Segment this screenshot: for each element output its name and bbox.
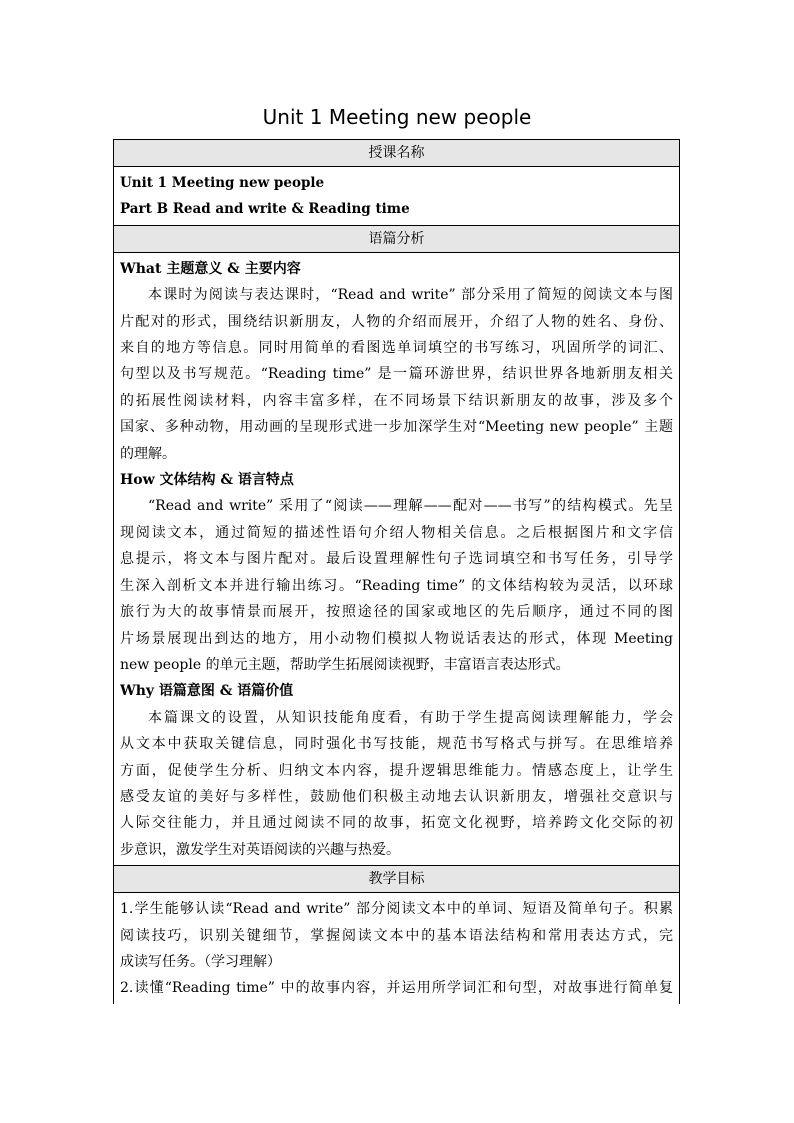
why-line: 人际交往能力，并且通过阅读不同的故事，拓宽文化视野，培养跨文化交际的初 [120, 815, 673, 832]
objective-line: 成读写任务。（学习理解） [120, 953, 281, 970]
how-line: new people 的单元主题，帮助学生拓展阅读视野，丰富语言表达形式。 [120, 656, 570, 673]
what-line: 来自的地方等信息。同时用简单的看图选单词填空的书写练习，巩固所学的词汇、 [120, 340, 673, 357]
what-line: 本课时为阅读与表达课时，“Read and write” 部分采用了简短的阅读文本与图 [148, 287, 673, 304]
what-line: 句型以及书写规范。“Reading time” 是一篇环游世界，结识世界各地新朋友相关 [120, 366, 673, 383]
why-line: 步意识，激发学生对英语阅读的兴趣与热爱。 [120, 841, 400, 858]
objective-line: 1.学生能够认读“Read and write” 部分阅读文本中的单词、短语及简单句子。积累 [120, 901, 673, 918]
objectives-cell [114, 893, 679, 1004]
why-line: 感受友谊的美好与多样性，鼓励他们积极主动地去认识新朋友，增强社交意识与 [120, 788, 673, 805]
how-line: 片场景展现出到达的地方，用小动物们模拟人物说话表达的形式，体现 Meeting [120, 630, 673, 647]
what-line: 国家、多种动物，用动画的呈现形式进一步加深学生对“Meeting new people” 主题 [120, 419, 673, 436]
objective-line: 阅读技巧，识别关键细节，掌握阅读文本中的基本语法结构和常用表达方式，完 [120, 927, 673, 944]
course-name-cell [114, 167, 679, 226]
how-heading: How 文体结构 & 语言特点 [120, 472, 294, 489]
objectives-header: 教学目标 [114, 866, 679, 893]
what-line: 的拓展性阅读材料，内容丰富多样，在不同场景下结识新朋友的故事，涉及多个 [120, 392, 673, 409]
text-analysis-header: 语篇分析 [114, 226, 679, 253]
what-heading: What 主题意义 & 主要内容 [120, 260, 301, 277]
how-line: 旅行为大的故事情景而展开，按照途径的国家或地区的先后顺序，通过不同的图 [120, 604, 673, 621]
what-line: 片配对的形式，围绕结识新朋友，人物的介绍而展开，介绍了人物的姓名、身份、 [120, 313, 673, 330]
how-line: 现阅读文本，通过简短的描述性语句介绍人物相关信息。之后根据图片和文字信 [120, 524, 673, 541]
how-line: 生深入剖析文本并进行输出练习。“Reading time” 的文体结构较为灵活，以环球 [120, 577, 673, 594]
why-line: 方面，促使学生分析、归纳文本内容，提升逻辑思维能力。情感态度上，让学生 [120, 762, 673, 779]
text-analysis-cell [114, 253, 679, 866]
why-line: 从文本中获取关键信息，同时强化书写技能，规范书写格式与拼写。在思维培养 [120, 736, 673, 753]
part-title-line: Part B Read and write & Reading time [120, 201, 410, 218]
objective-line: 2.读懂“Reading time” 中的故事内容，并运用所学词汇和句型，对故事进行简单复 [120, 980, 673, 997]
unit-title-line: Unit 1 Meeting new people [120, 175, 325, 191]
lesson-plan-table [113, 139, 680, 1004]
course-name-header: 授课名称 [114, 140, 679, 167]
document-title: Unit 1 Meeting new people [262, 105, 532, 129]
why-heading: Why 语篇意图 & 语篇价值 [120, 683, 294, 700]
why-line: 本篇课文的设置，从知识技能角度看，有助于学生提高阅读理解能力，学会 [148, 709, 673, 726]
how-line: 息提示，将文本与图片配对。最后设置理解性句子选词填空和书写任务，引导学 [120, 551, 673, 568]
how-line: “Read and write” 采用了“阅读——理解——配对——书写”的结构模式。先呈 [148, 498, 673, 515]
what-line: 的理解。 [120, 445, 176, 462]
